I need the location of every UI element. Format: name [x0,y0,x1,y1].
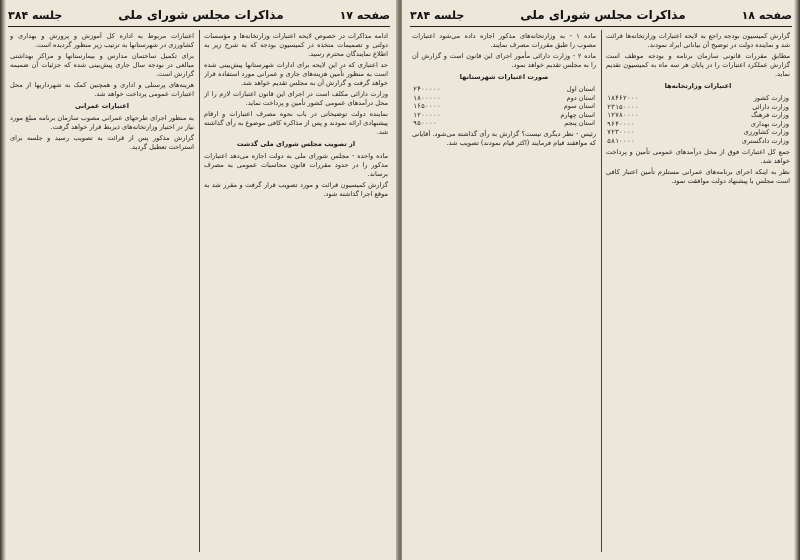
header-rule [410,26,792,27]
row-label: استان دوم [566,93,595,102]
row-value: ۲۴۰۰۰۰۰ [413,85,441,93]
paragraph: گزارش کمیسیون قرائت و مورد تصویب قرار گرفت و مقرر شد به موقع اجرا گذاشته شود. [204,181,388,198]
table-row [412,111,596,120]
paragraph: ماده ۲ - وزارت دارائی مأمور اجرای این قانون است و گزارش آن را به مجلس تقدیم خواهد نمود. [412,52,596,69]
paragraph: گزارش کمیسیون بودجه راجع به لایحه اعتبارات وزارتخانه‌ها قرائت شد و نماینده دولت در توضیح آن بیاناتی ایراد نمودند. [606,32,790,49]
right-page-title: مذاکرات مجلس شورای ملی [520,8,686,22]
table-row [606,137,790,146]
paragraph: نماینده دولت توضیحاتی در باب نحوه مصرف اعتبارات و ارقام پیشنهادی ارائه نمودند و پس از مذاکره کافی موضوع به رأی گذاشته شد. [204,110,388,136]
left-page-number: صفحه ۱۷ [339,8,390,22]
row-value: ۹۶۴۰۰۰۰ [607,119,635,128]
table-row [606,128,790,137]
row-value: ۷۲۳۰۰۰۰ [607,128,635,137]
row-value: ۵۸۱۰۰۰۰ [607,136,635,145]
table-row [606,111,790,120]
row-label: استان چهارم [560,110,595,119]
section-heading: اعتبارات وزارتخانه‌ها [664,82,732,90]
row-value: ۱۸۰۰۰۰۰ [413,93,441,102]
row-label: وزارت فرهنگ [751,111,789,120]
table-row [412,119,596,128]
table-row [606,120,790,129]
paragraph: ماده واحده - مجلس شورای ملی به دولت اجازه می‌دهد اعتبارات مذکور را در حدود مقررات قانون محاسبات عمومی به مصرف برساند. [204,152,388,178]
appropriations-table [606,94,790,146]
row-value: ۱۲۷۸۰۰۰۰ [607,111,639,120]
paragraph: وزارت دارائی مکلف است در اجرای این قانون اعتبارات لازم را از محل درآمدهای عمومی کشور تأمین و پرداخت نماید. [204,90,388,107]
left-page-title: مذاکرات مجلس شورای ملی [118,8,284,22]
paragraph: جمع کل اعتبارات فوق از محل درآمدهای عمومی تأمین و پرداخت خواهد شد. [606,147,790,165]
right-page-number: صفحه ۱۸ [741,8,792,22]
row-label: وزارت کشور [753,94,789,102]
paragraph: ماده ۱ - به وزارتخانه‌های مذکور اجازه داده می‌شود اعتبارات مصوب را طبق مقررات مصرف نمایند. [412,32,596,49]
row-label: وزارت دارائی [752,102,789,111]
column-divider [601,30,602,552]
paragraph: رئیس - نظر دیگری نیست؟ گزارش به رأی گذاشته می‌شود. آقایانی که موافقند قیام فرمایند (اکثر قیام نمودند) تصویب شد. [412,129,596,147]
paragraph: ادامه مذاکرات در خصوص لایحه اعتبارات وزارتخانه‌ها و مؤسسات دولتی و تصمیمات متخذه در کمیسیون بودجه که به شرح زیر به اطلاع نمایندگان محترم رسید. [204,32,388,58]
right-page-header [410,6,792,24]
left-page-session: جلسه ۳۸۴ [8,8,63,22]
section-heading: از تصویب مجلس شورای ملی گذشت [236,140,356,148]
row-label: وزارت بهداری [750,119,789,128]
paragraph: مطابق مقررات قانونی سازمان برنامه و بودجه موظف است گزارش عملکرد اعتبارات را در پایان هر سه ماه به کمیسیون تقدیم نماید. [606,52,790,78]
paragraph: به منظور اجرای طرحهای عمرانی مصوب سازمان برنامه مبلغ مورد نیاز در اختیار وزارتخانه‌های ذیربط قرار خواهد گرفت. [10,114,194,131]
row-value: ۹۵۰۰۰۰ [413,119,437,128]
provincial-table [412,85,596,128]
table-row [412,85,596,94]
right-page [402,0,800,560]
page-edge-shadow [0,0,6,560]
left-page [0,0,398,560]
right-page-right-column [606,32,790,552]
section-heading: اعتبارات عمرانی [74,102,130,110]
row-label: استان اول [566,85,595,93]
row-value: ۲۳۱۵۰۰۰۰ [607,102,639,111]
table-row [412,102,596,111]
left-page-left-column [10,32,194,552]
column-divider [199,30,200,552]
row-label: وزارت کشاورزی [743,128,789,137]
row-value: ۱۲۰۰۰۰۰ [413,110,441,119]
paragraph: برای تکمیل ساختمان مدارس و بیمارستانها و مراکز بهداشتی مبالغی در بودجه سال جاری پیش‌بینی شده که جزئیات آن ضمیمه گزارش است. [10,52,194,78]
row-label: وزارت دادگستری [741,136,789,145]
paragraph: اعتبارات مربوط به اداره کل آموزش و پرورش و بهداری و کشاورزی در شهرستانها به ترتیب زیر منظور گردیده است. [10,32,194,49]
page-edge-shadow [794,0,800,560]
row-label: استان سوم [563,102,595,111]
paragraph: هزینه‌های پرسنلی و اداری و همچنین کمک به شهرداریها از محل اعتبارات عمومی پرداخت خواهد شد. [10,81,194,98]
left-page-header [8,6,390,24]
row-label: استان پنجم [564,119,595,128]
section-heading: صورت اعتبارات شهرستانها [459,73,549,81]
header-rule [8,26,390,27]
right-page-session: جلسه ۳۸۴ [410,8,465,22]
left-page-right-column [204,32,388,552]
paragraph: نظر به اینکه اجرای برنامه‌های عمرانی مستلزم تأمین اعتبار کافی است مجلس با پیشنهاد دولت موافقت نمود. [606,167,790,185]
paragraph: گزارش مذکور پس از قرائت به تصویب رسید و جلسه برای استراحت تعطیل گردید. [10,134,194,151]
row-value: ۱۸۴۶۲۰۰۰ [607,94,639,102]
table-row [606,94,790,103]
table-row [412,94,596,103]
table-row [606,103,790,112]
right-page-left-column [412,32,596,552]
paragraph: حد اعتباری که در این لایحه برای ادارات شهرستانها پیش‌بینی شده است به منظور تأمین هزینه‌های جاری و عمرانی مورد استفاده قرار خواهد گرفت و گزارش آن به مجلس تقدیم خواهد شد. [204,61,388,87]
row-value: ۱۶۵۰۰۰۰ [413,102,441,111]
